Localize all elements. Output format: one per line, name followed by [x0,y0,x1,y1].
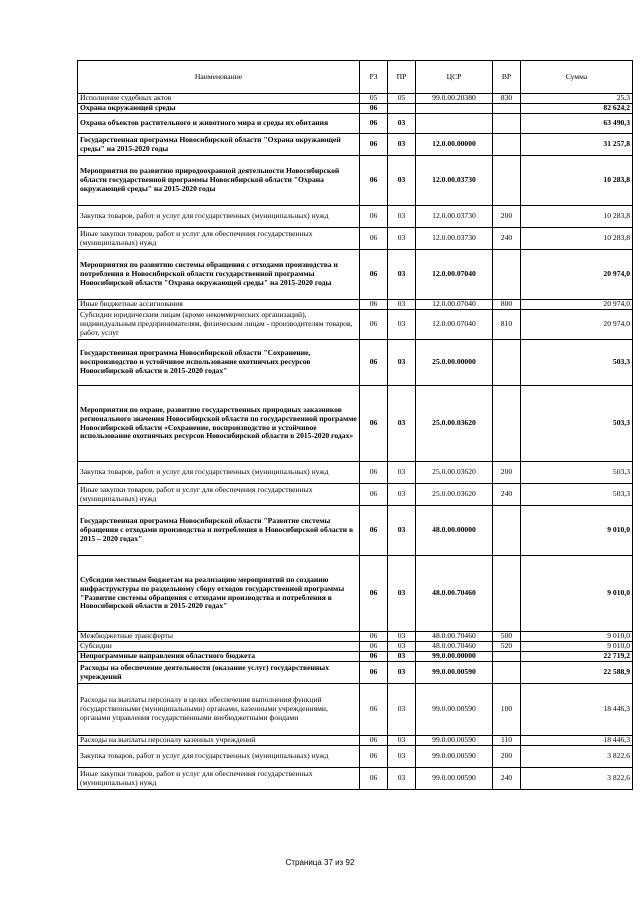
cell-csr: 12.0.00.07040 [416,300,493,310]
table-row [78,300,633,310]
cell-pr [388,104,416,114]
cell-csr: 25.0.00.03620 [416,484,493,506]
cell-name: Охрана объектов растительного и животного мира и среды их обитания [78,114,360,134]
cell-name: Субсидии местным бюджетам на реализацию мероприятий по созданию инфраструктуры по раздельному сбору отходов государственной программы "Развитие системы обращения с отходами производства и потребления в Новосибирской области в 2015-2020 годах" [78,556,360,632]
header-vr: ВР [493,61,521,94]
cell-sum: 10 283,8 [521,156,633,206]
header-rz: РЗ [360,61,388,94]
cell-pr: 03 [388,156,416,206]
header-sum: Сумма [521,61,633,94]
cell-rz: 06 [360,134,388,156]
cell-csr: 12.0.00.03730 [416,228,493,250]
cell-csr [416,114,493,134]
cell-csr: 99.0.00.00000 [416,652,493,662]
cell-sum: 20 974,0 [521,300,633,310]
table-row [78,768,633,790]
page-number: Страница 37 из 92 [285,858,355,867]
cell-csr: 99.0.00.00590 [416,662,493,684]
table-row [78,642,633,652]
cell-vr: 200 [493,746,521,768]
cell-pr: 03 [388,386,416,462]
cell-name: Мероприятия по развитию природоохранной деятельности Новосибирской области государственной программы Новосибирской области "Охрана окружающей среды" на 2015-2020 годы [78,156,360,206]
cell-name: Государственная программа Новосибирской области "Охрана окружающей среды" на 2015-2020 годы [78,134,360,156]
cell-rz: 06 [360,206,388,228]
cell-vr: 240 [493,484,521,506]
table-row [78,484,633,506]
cell-pr: 03 [388,300,416,310]
cell-vr [493,134,521,156]
cell-name: Закупка товаров, работ и услуг для государственных (муниципальных) нужд [78,206,360,228]
budget-table [77,60,633,790]
cell-name: Закупка товаров, работ и услуг для государственных (муниципальных) нужд [78,462,360,484]
cell-csr: 12.0.00.07040 [416,310,493,340]
cell-csr: 99.0.00.00590 [416,684,493,736]
cell-pr: 03 [388,484,416,506]
cell-pr: 03 [388,506,416,556]
cell-rz: 06 [360,462,388,484]
cell-name: Иные закупки товаров, работ и услуг для обеспечения государственных (муниципальных) нужд [78,228,360,250]
cell-name: Расходы на выплаты персоналу казенных учреждений [78,736,360,746]
cell-csr: 12.0.00.03730 [416,206,493,228]
cell-rz: 06 [360,484,388,506]
cell-csr: 25.0.00.03620 [416,462,493,484]
cell-pr: 03 [388,736,416,746]
cell-csr: 48.0.00.00000 [416,506,493,556]
cell-sum: 9 010,0 [521,556,633,632]
table-row [78,206,633,228]
cell-pr: 03 [388,228,416,250]
cell-sum: 82 624,2 [521,104,633,114]
cell-rz: 06 [360,250,388,300]
cell-name: Мероприятия по охране, развитию государственных природных заказников регионального значения Новосибирской области по государственной программе Новосибирской области «Сохранение, воспроизводство и устойчивое использование охотничьих ресурсов Новосибирской области в 2015-2020 годах» [78,386,360,462]
cell-vr [493,652,521,662]
cell-vr [493,386,521,462]
cell-csr: 12.0.00.07040 [416,250,493,300]
table-row [78,250,633,300]
table-row [78,310,633,340]
table-row [78,114,633,134]
cell-rz: 06 [360,506,388,556]
cell-vr: 830 [493,94,521,104]
cell-rz: 06 [360,642,388,652]
table-row [78,736,633,746]
cell-name: Исполнение судебных актов [78,94,360,104]
cell-rz: 06 [360,684,388,736]
cell-pr: 03 [388,250,416,300]
cell-pr: 03 [388,768,416,790]
cell-vr [493,114,521,134]
table-row [78,684,633,736]
cell-rz: 06 [360,104,388,114]
cell-name: Расходы на обеспечение деятельности (оказание услуг) государственных учреждений [78,662,360,684]
cell-rz: 06 [360,768,388,790]
cell-rz: 06 [360,114,388,134]
cell-vr: 240 [493,768,521,790]
cell-vr [493,556,521,632]
cell-name: Мероприятия по развитию системы обращения с отходами производства и потребления в Новосибирской области государственной программы Новосибирской области "Охрана окружающей среды" на 2015-2020 годы [78,250,360,300]
cell-pr: 03 [388,642,416,652]
cell-sum: 3 822,6 [521,768,633,790]
cell-sum: 25,3 [521,94,633,104]
cell-pr: 03 [388,684,416,736]
cell-csr: 12.0.00.03730 [416,156,493,206]
cell-vr: 810 [493,310,521,340]
cell-pr: 03 [388,340,416,386]
header-pr: ПР [388,61,416,94]
cell-csr: 48.0.00.70460 [416,632,493,642]
cell-pr: 03 [388,310,416,340]
cell-sum: 10 283,8 [521,228,633,250]
cell-rz: 06 [360,662,388,684]
cell-name: Непрограммные направления областного бюджета [78,652,360,662]
table-row [78,746,633,768]
cell-pr: 03 [388,556,416,632]
cell-sum: 3 822,6 [521,746,633,768]
cell-csr: 12.0.00.00000 [416,134,493,156]
cell-pr: 03 [388,652,416,662]
cell-csr: 48.0.00.70460 [416,556,493,632]
header-csr: ЦСР [416,61,493,94]
cell-vr [493,104,521,114]
cell-csr: 25.0.00.03620 [416,386,493,462]
table-row [78,652,633,662]
cell-sum: 503,3 [521,340,633,386]
table-row [78,340,633,386]
cell-rz: 06 [360,386,388,462]
cell-name: Иные закупки товаров, работ и услуг для обеспечения государственных (муниципальных) нужд [78,484,360,506]
cell-vr: 200 [493,462,521,484]
cell-name: Охрана окружающей среды [78,104,360,114]
cell-rz: 05 [360,94,388,104]
table-row [78,228,633,250]
table-row [78,556,633,632]
cell-sum: 20 974,0 [521,250,633,300]
table-row [78,94,633,104]
cell-csr: 99.0.00.00590 [416,746,493,768]
cell-vr: 520 [493,642,521,652]
table-header-row [78,61,633,94]
cell-pr: 03 [388,206,416,228]
cell-name: Межбюджетные трансферты [78,632,360,642]
cell-pr: 03 [388,114,416,134]
cell-name: Расходы на выплаты персоналу в целях обеспечения выполнения функций государственными (муниципальными) органами, казенными учреждениями, органами управления государственными внебюджетными фондами [78,684,360,736]
cell-csr: 48.0.00.70460 [416,642,493,652]
cell-csr: 99.0.00.20380 [416,94,493,104]
cell-pr: 03 [388,662,416,684]
cell-vr: 800 [493,300,521,310]
cell-pr: 03 [388,632,416,642]
cell-vr [493,340,521,386]
table-row [78,156,633,206]
cell-sum: 503,3 [521,386,633,462]
cell-sum: 10 283,8 [521,206,633,228]
cell-sum: 9 010,0 [521,506,633,556]
cell-vr: 240 [493,228,521,250]
cell-sum: 20 974,0 [521,310,633,340]
cell-vr [493,662,521,684]
cell-sum: 63 490,3 [521,114,633,134]
cell-vr: 100 [493,684,521,736]
cell-name: Закупка товаров, работ и услуг для государственных (муниципальных) нужд [78,746,360,768]
table-row [78,662,633,684]
cell-name: Иные закупки товаров, работ и услуг для обеспечения государственных (муниципальных) нужд [78,768,360,790]
cell-vr [493,250,521,300]
cell-rz: 06 [360,228,388,250]
header-name: Наименование [78,61,360,94]
cell-sum: 18 446,3 [521,684,633,736]
cell-rz: 06 [360,632,388,642]
cell-rz: 06 [360,340,388,386]
cell-vr: 110 [493,736,521,746]
cell-sum: 503,3 [521,484,633,506]
cell-name: Субсидии [78,642,360,652]
cell-vr [493,506,521,556]
table-row [78,506,633,556]
table-row [78,632,633,642]
cell-rz: 06 [360,746,388,768]
cell-name: Государственная программа Новосибирской области "Сохранение, воспроизводство и устойчивое использование охотничьих ресурсов Новосибирской области в 2015-2020 годах" [78,340,360,386]
cell-vr: 200 [493,206,521,228]
cell-rz: 06 [360,156,388,206]
cell-vr [493,156,521,206]
cell-csr: 99.0.00.00590 [416,768,493,790]
cell-rz: 06 [360,736,388,746]
cell-vr: 500 [493,632,521,642]
cell-name: Государственная программа Новосибирской области "Развитие системы обращения с отходами производства и потребления в Новосибирской области в 2015 – 2020 годах" [78,506,360,556]
cell-rz: 06 [360,310,388,340]
cell-sum: 31 257,8 [521,134,633,156]
table-row [78,386,633,462]
table-row [78,462,633,484]
cell-sum: 9 010,0 [521,632,633,642]
cell-pr: 05 [388,94,416,104]
cell-rz: 06 [360,556,388,632]
cell-csr: 25.0.00.00000 [416,340,493,386]
cell-pr: 03 [388,134,416,156]
cell-csr: 99.0.00.00590 [416,736,493,746]
cell-sum: 9 010,0 [521,642,633,652]
cell-sum: 22 588,9 [521,662,633,684]
cell-csr [416,104,493,114]
cell-name: Иные бюджетные ассигнования [78,300,360,310]
cell-pr: 03 [388,462,416,484]
table-row [78,104,633,114]
cell-pr: 03 [388,746,416,768]
cell-sum: 503,3 [521,462,633,484]
cell-rz: 06 [360,300,388,310]
cell-rz: 06 [360,652,388,662]
cell-sum: 18 446,3 [521,736,633,746]
cell-sum: 22 719,2 [521,652,633,662]
table-row [78,134,633,156]
cell-name: Субсидии юридическим лицам (кроме некоммерческих организаций), индивидуальным предпринимателям, физическим лицам - производителям товаров, работ, услуг [78,310,360,340]
